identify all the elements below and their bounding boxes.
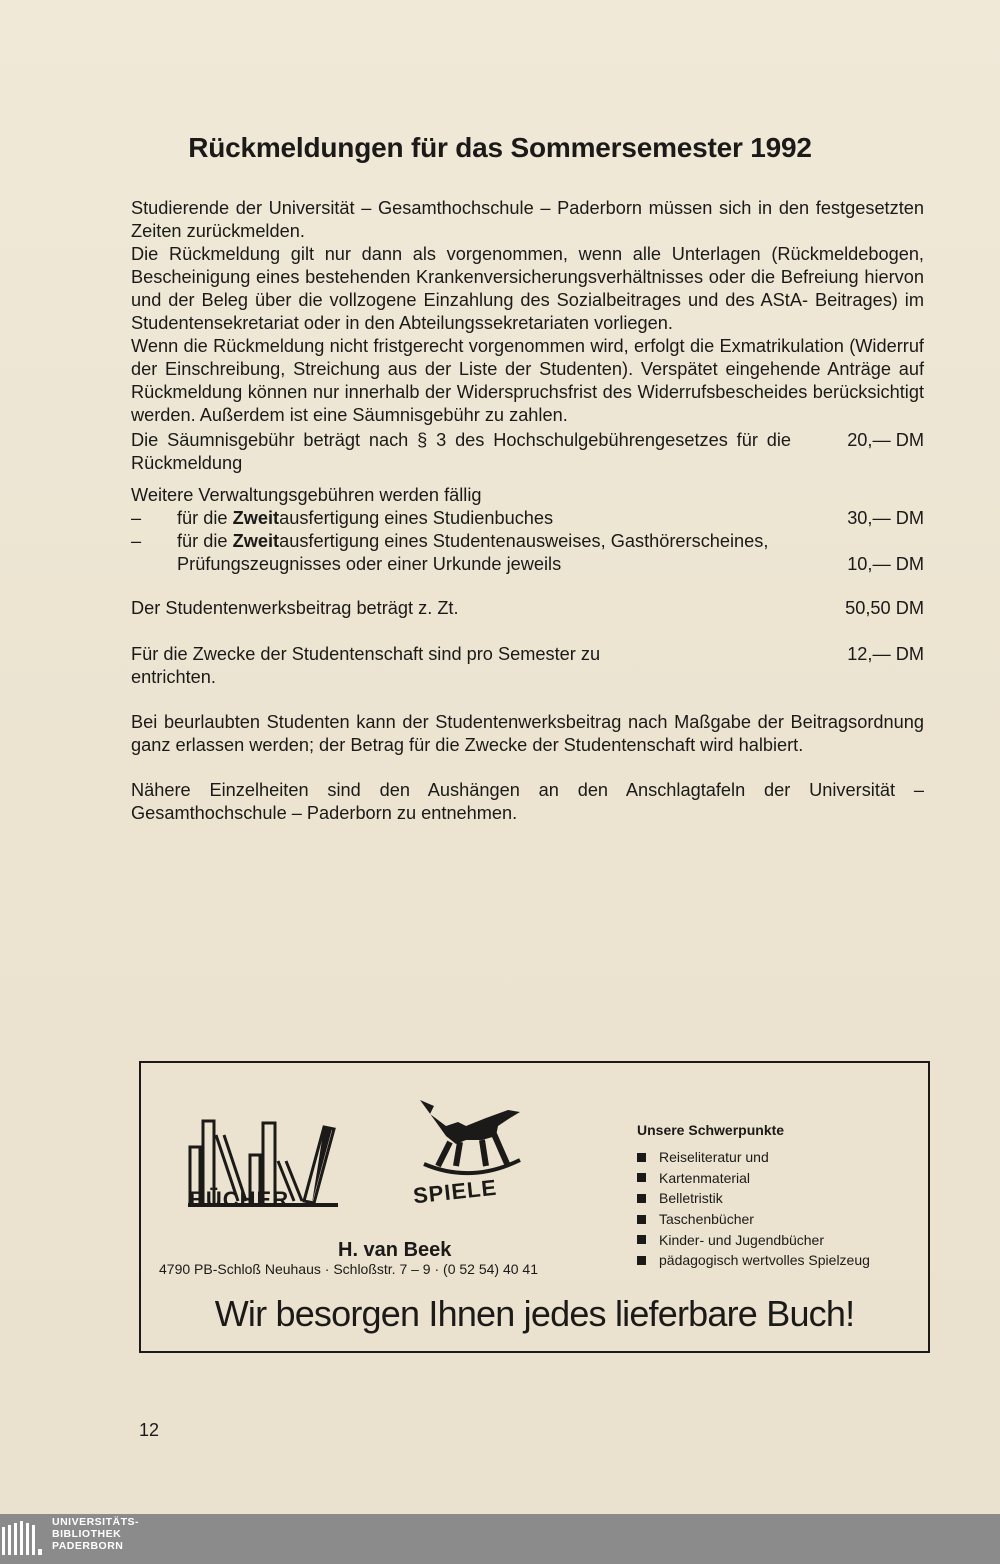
shop-address: 4790 PB-Schloß Neuhaus · Schloßstr. 7 – 9 · (0 52 54) 40 41 (159, 1261, 538, 1277)
fee-text-studentenschaft: Für die Zwecke der Studentenschaft sind pro Semester zu entrichten. (131, 644, 601, 687)
focus-heading: Unsere Schwerpunkte (637, 1122, 785, 1138)
library-logo-icon (2, 1521, 42, 1557)
page-title: Rückmeldungen für das Sommersemester 1992 (188, 132, 812, 163)
list-dash: – (131, 531, 142, 551)
list-item: Reiseliteratur und (637, 1147, 870, 1168)
emphasis-zweit: Zweit (232, 531, 280, 551)
bullet-square-icon (637, 1194, 646, 1203)
list-item: Taschenbücher (637, 1209, 870, 1230)
page-number: 12 (139, 1420, 160, 1440)
fee-row-late (131, 429, 924, 475)
ad-slogan: Wir besorgen Ihnen jedes lieferbare Buch! (214, 1293, 855, 1334)
list-item: Kartenmaterial (637, 1168, 870, 1189)
list-item: pädagogisch wertvolles Spielzeug (637, 1250, 870, 1271)
paragraph-intro: Studierende der Universität – Gesamthochschule – Paderborn müssen sich in den festgesetzten Zeiten zurückmelden. (131, 198, 924, 241)
bullet-square-icon (637, 1256, 646, 1265)
fee-amount-studienbuch: 30,— DM (847, 508, 924, 528)
bullet-square-icon (637, 1153, 646, 1162)
fee-row-ausweis: – für die Zweitausfertigung eines Studentenausweises, Gasthörerscheines, Prüfungszeugnisses oder einer Urkunde jeweils 10,— DM (131, 531, 924, 574)
fee-text-late: Die Säumnisgebühr beträgt nach § 3 des Hochschulgebührengesetzes für die Rückmeldung (131, 430, 791, 473)
article-body (131, 197, 924, 825)
fee-text-studentenwerk: Der Studentenwerksbeitrag beträgt z. Zt. (131, 598, 459, 618)
fee-row-studentenschaft (131, 643, 924, 689)
paragraph-exmatriculation: Wenn die Rückmeldung nicht fristgerecht vorgenommen wird, erfolgt die Exmatrikulation (Widerruf der Einschreibung, Streichung aus der Liste der Studenten). Verspätet eingehende Anträge auf Rückmeldung können nur innerhalb der Widerspruchsfrist des Widerrufsbescheides berücksichtigt werden. Außerdem ist eine Säumnisgebühr zu zahlen. (131, 336, 924, 425)
fee-amount-studentenwerk: 50,50 DM (845, 598, 924, 618)
list-dash: – (131, 508, 142, 528)
bullet-square-icon (637, 1173, 646, 1182)
paragraph-details: Nähere Einzelheiten sind den Aushängen an den Anschlagtafeln der Universität – Gesamthochschule – Paderborn zu entnehmen. (131, 780, 924, 823)
emphasis-zweit: Zweit (232, 508, 280, 528)
games-label: SPIELE (411, 1174, 499, 1209)
bookshop-advertisement (139, 1061, 930, 1353)
bullet-square-icon (637, 1215, 646, 1224)
paragraph-beurlaubt: Bei beurlaubten Studenten kann der Studentenwerksbeitrag nach Maßgabe der Beitragsordnung ganz erlassen werden; der Betrag für die Zwecke der Studentenschaft wird halbiert. (131, 712, 924, 755)
rocking-horse-icon (416, 1100, 526, 1180)
fee-admin-intro: Weitere Verwaltungsgebühren werden fällig (131, 485, 482, 505)
fee-row-studienbuch: – für die Zweitausfertigung eines Studienbuches 30,— DM (131, 508, 924, 528)
focus-list (637, 1147, 870, 1271)
books-label: BÜCHER (189, 1187, 290, 1212)
list-item: Belletristik (637, 1188, 870, 1209)
library-footer (0, 1514, 1000, 1564)
paragraph-conditions: Die Rückmeldung gilt nur dann als vorgenommen, wenn alle Unterlagen (Rückmeldebogen, Bescheinigung eines bestehenden Krankenversicherungsverhältnisses oder die Befreiung hiervon und der Beleg über die vollzogene Einzahlung des Sozialbeitrages und des AStA- Beitrages) im Studentensekretariat oder in den Abteilungssekretariaten vorliegen. (131, 244, 924, 333)
shop-owner: H. van Beek (338, 1239, 452, 1261)
fee-amount-ausweis: 10,— DM (847, 554, 924, 574)
fee-row-studentenwerk (131, 597, 924, 620)
list-item: Kinder- und Jugendbücher (637, 1229, 870, 1250)
bullet-square-icon (637, 1235, 646, 1244)
fee-amount-late: 20,— DM (847, 430, 924, 450)
library-name: UNIVERSITÄTS- BIBLIOTHEK PADERBORN (52, 1516, 140, 1552)
fee-amount-studentenschaft: 12,— DM (847, 644, 924, 664)
